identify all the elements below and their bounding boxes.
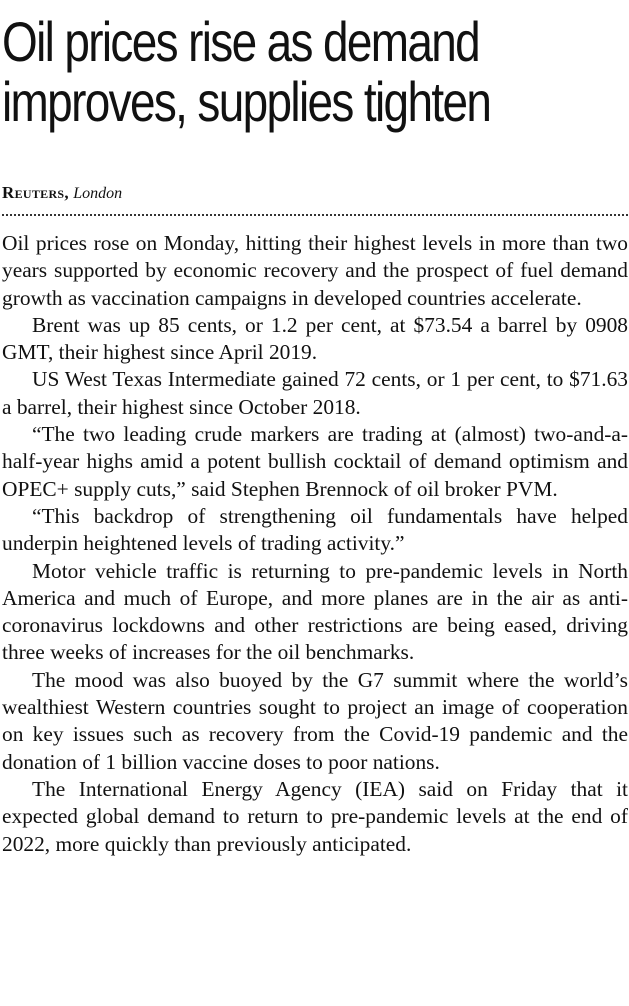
paragraph-6: Motor vehicle traffic is returning to pre-pandemic levels in North America and much of Europe, and more planes are in the air as anti-coronavirus lockdowns and other restrictions are being eased, driving three weeks of increases for the oil benchmarks. [2,558,628,665]
news-article [2,0,628,856]
byline-city: London [73,185,123,202]
headline [2,12,625,132]
paragraph-2: Brent was up 85 cents, or 1.2 per cent, at $73.54 a barrel by 0908 GMT, their highest since April 2019. [2,312,628,365]
byline [2,182,122,205]
paragraph-3: US West Texas Intermediate gained 72 cents, or 1 per cent, to $71.63 a barrel, their highest since October 2018. [2,367,628,419]
paragraph-5: “This backdrop of strengthening oil fundamentals have helped underpin heightened levels of trading activity.” [2,503,628,556]
byline-agency: Reuters, [2,183,69,202]
headline-line-2: improves, supplies tighten [2,70,491,133]
paragraph-1: Oil prices rose on Monday, hitting their highest levels in more than two years supported by economic recovery and the prospect of fuel demand growth as vaccination campaigns in developed countries accelerate. [2,231,628,310]
article-body [2,230,628,858]
paragraph-8: The International Energy Agency (IEA) said on Friday that it expected global demand to return to pre-pandemic levels at the end of 2022, more quickly than previously anticipated. [2,776,628,856]
dotted-divider [2,214,628,216]
headline-line-1: Oil prices rise as demand [2,10,480,73]
paragraph-7: The mood was also buoyed by the G7 summit where the world’s wealthiest Western countries sought to project an image of cooperation on key issues such as recovery from the Covid-19 pandemic and the donation of 1 billion vaccine doses to poor nations. [2,667,628,774]
paragraph-4: “The two leading crude markers are trading at (almost) two-and-a-half-year highs amid a potent bullish cocktail of demand optimism and OPEC+ supply cuts,” said Stephen Brennock of oil broker PVM. [2,422,628,501]
